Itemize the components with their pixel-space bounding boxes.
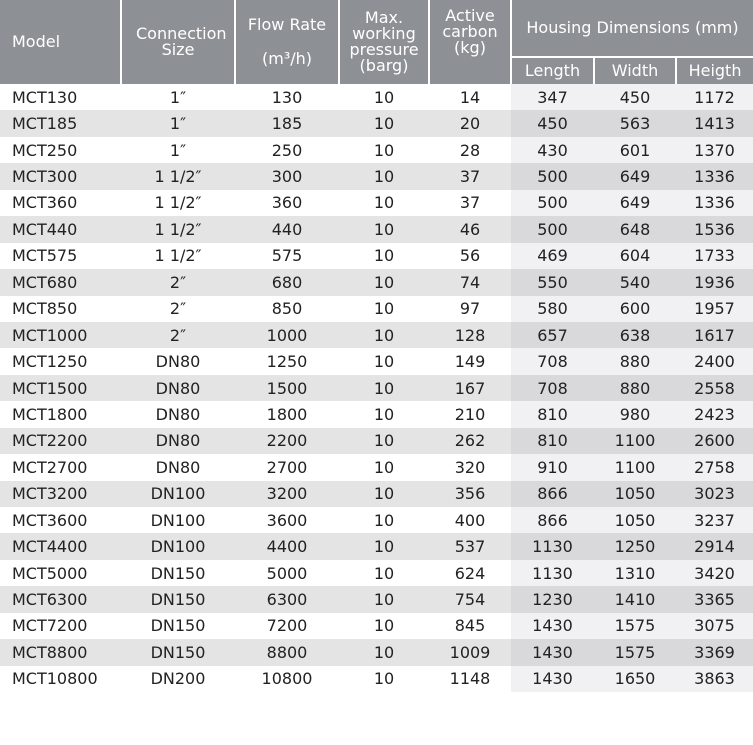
length-cell: 657	[511, 322, 594, 348]
connection-size-cell: 2″	[121, 322, 235, 348]
width-cell: 638	[594, 322, 676, 348]
carbon-header-line3: (kg)	[454, 38, 486, 57]
model-cell: MCT575	[12, 246, 78, 266]
table-body	[0, 84, 753, 692]
model-cell: MCT680	[0, 269, 121, 295]
table-row	[0, 110, 753, 136]
height-cell: 1957	[676, 296, 753, 322]
flow-rate-header	[235, 0, 339, 84]
width-header: Width	[594, 57, 676, 84]
table-row	[0, 322, 753, 348]
table-row	[0, 401, 753, 427]
width-cell: 1650	[594, 666, 676, 692]
flow-rate-cell: 4400	[235, 533, 339, 559]
width-cell: 1575	[594, 613, 676, 639]
connection-size-cell: DN80	[155, 457, 201, 477]
flow-rate-cell: 3600	[266, 510, 308, 530]
table-row	[0, 481, 753, 507]
pressure-header-line2: working	[352, 24, 416, 43]
pressure-cell: 10	[339, 110, 429, 136]
pressure-cell: 10	[373, 457, 395, 477]
carbon-cell: 210	[454, 404, 486, 424]
connection-size-cell: DN100	[121, 481, 235, 507]
height-cell: 3369	[676, 639, 753, 665]
table-row	[0, 375, 753, 401]
connection-size-cell: 1″	[169, 140, 187, 160]
carbon-cell: 46	[429, 216, 511, 242]
width-cell: 601	[594, 137, 676, 163]
width-cell: 450	[594, 84, 676, 110]
pressure-cell: 10	[373, 193, 395, 213]
model-cell: MCT360	[12, 193, 78, 213]
length-cell: 810	[511, 428, 594, 454]
length-cell: 1130	[511, 533, 594, 559]
connection-size-cell: DN80	[155, 404, 201, 424]
length-header: Length	[511, 57, 594, 84]
connection-size-cell: DN80	[121, 375, 235, 401]
flow-rate-cell: 2700	[266, 457, 308, 477]
length-cell: 469	[511, 243, 594, 269]
width-cell: 649	[594, 190, 676, 216]
connection-size-header	[121, 0, 235, 84]
model-cell: MCT130	[12, 87, 78, 107]
length-cell: 1430	[511, 613, 594, 639]
table-row	[0, 613, 753, 639]
model-header: Model	[0, 0, 121, 84]
model-cell: MCT2200	[0, 428, 121, 454]
height-cell: 1536	[676, 216, 753, 242]
flow-rate-header-label: Flow Rate	[247, 15, 327, 34]
table-row	[0, 84, 753, 110]
width-cell: 1100	[594, 428, 676, 454]
model-cell: MCT1250	[12, 352, 88, 372]
carbon-cell: 754	[429, 586, 511, 612]
connection-size-header-label: Connection Size	[136, 24, 227, 59]
connection-size-cell: 1 1/2″	[121, 163, 235, 189]
flow-rate-cell: 1500	[235, 375, 339, 401]
length-cell: 910	[511, 454, 594, 480]
flow-rate-cell: 130	[271, 87, 303, 107]
height-cell: 2400	[676, 348, 753, 374]
pressure-cell: 10	[339, 322, 429, 348]
table-row	[0, 533, 753, 559]
connection-size-cell: DN200	[150, 669, 206, 689]
width-cell: 1250	[594, 533, 676, 559]
connection-size-cell: DN100	[121, 533, 235, 559]
flow-rate-cell: 2200	[235, 428, 339, 454]
flow-rate-cell: 850	[271, 299, 303, 319]
width-cell: 1575	[594, 639, 676, 665]
carbon-header-line1: Active	[445, 6, 495, 25]
carbon-cell: 149	[454, 352, 486, 372]
pressure-cell: 10	[373, 352, 395, 372]
pressure-cell: 10	[373, 140, 395, 160]
pressure-cell: 10	[373, 404, 395, 424]
height-cell: 2914	[676, 533, 753, 559]
pressure-cell: 10	[373, 299, 395, 319]
width-cell: 649	[594, 163, 676, 189]
height-cell: 3023	[676, 481, 753, 507]
length-cell: 550	[511, 269, 594, 295]
flow-rate-cell: 3200	[235, 481, 339, 507]
carbon-cell: 262	[429, 428, 511, 454]
flow-rate-cell: 185	[235, 110, 339, 136]
connection-size-cell: DN100	[150, 510, 206, 530]
table-row	[0, 216, 753, 242]
width-cell: 604	[594, 243, 676, 269]
model-cell: MCT3600	[12, 510, 88, 530]
length-cell: 1130	[511, 560, 594, 586]
carbon-cell: 37	[459, 193, 481, 213]
pressure-cell: 10	[339, 481, 429, 507]
height-cell: 3075	[676, 613, 753, 639]
table-row	[0, 243, 753, 269]
model-cell: MCT6300	[0, 586, 121, 612]
carbon-cell: 14	[459, 87, 481, 107]
flow-rate-cell: 575	[271, 246, 303, 266]
width-cell: 880	[594, 375, 676, 401]
height-cell: 2423	[676, 401, 753, 427]
connection-size-cell: DN150	[150, 563, 206, 583]
length-cell: 500	[511, 216, 594, 242]
width-cell: 648	[594, 216, 676, 242]
connection-size-cell: 1″	[169, 87, 187, 107]
table-row	[0, 348, 753, 374]
height-cell: 3237	[676, 507, 753, 533]
carbon-cell: 624	[454, 563, 486, 583]
connection-size-cell: DN80	[121, 428, 235, 454]
carbon-cell: 320	[454, 457, 486, 477]
connection-size-cell: 2″	[169, 299, 187, 319]
carbon-cell: 356	[429, 481, 511, 507]
housing-dimensions-header: Housing Dimensions (mm)	[511, 0, 753, 57]
model-cell: MCT4400	[0, 533, 121, 559]
pressure-cell: 10	[339, 639, 429, 665]
height-cell: 1413	[676, 110, 753, 136]
flow-rate-cell: 7200	[266, 616, 308, 636]
pressure-cell: 10	[339, 375, 429, 401]
connection-size-cell: DN150	[150, 616, 206, 636]
width-cell: 1050	[594, 481, 676, 507]
height-cell: 1172	[676, 84, 753, 110]
flow-rate-cell: 1250	[266, 352, 308, 372]
connection-size-cell: 2″	[121, 269, 235, 295]
table-row	[0, 666, 753, 692]
model-cell: MCT7200	[12, 616, 88, 636]
height-cell: 1617	[676, 322, 753, 348]
connection-size-cell: DN80	[155, 352, 201, 372]
height-cell: 3420	[676, 560, 753, 586]
length-cell: 810	[511, 401, 594, 427]
model-cell: MCT185	[0, 110, 121, 136]
length-cell: 430	[511, 137, 594, 163]
pressure-header-line3: pressure	[349, 40, 419, 59]
height-cell: 1336	[676, 163, 753, 189]
flow-rate-cell: 300	[235, 163, 339, 189]
height-cell: 1336	[676, 190, 753, 216]
model-cell: MCT5000	[12, 563, 88, 583]
pressure-cell: 10	[373, 87, 395, 107]
model-cell: MCT300	[0, 163, 121, 189]
length-cell: 1430	[511, 639, 594, 665]
model-cell: MCT850	[12, 299, 78, 319]
height-cell: 1370	[676, 137, 753, 163]
width-cell: 540	[594, 269, 676, 295]
pressure-cell: 10	[339, 216, 429, 242]
carbon-cell: 167	[429, 375, 511, 401]
connection-size-cell: 1″	[121, 110, 235, 136]
table-row	[0, 190, 753, 216]
flow-rate-cell: 5000	[266, 563, 308, 583]
carbon-cell: 400	[454, 510, 486, 530]
carbon-cell: 74	[429, 269, 511, 295]
flow-rate-cell: 440	[235, 216, 339, 242]
table-row	[0, 428, 753, 454]
carbon-cell: 97	[459, 299, 481, 319]
height-cell: 2600	[676, 428, 753, 454]
height-cell: 2558	[676, 375, 753, 401]
carbon-header	[429, 0, 511, 84]
pressure-header	[339, 0, 429, 84]
connection-size-cell: DN150	[121, 586, 235, 612]
flow-rate-cell: 1800	[266, 404, 308, 424]
carbon-cell: 28	[459, 140, 481, 160]
width-cell: 563	[594, 110, 676, 136]
model-cell: MCT8800	[0, 639, 121, 665]
pressure-cell: 10	[373, 246, 395, 266]
model-cell: MCT3200	[0, 481, 121, 507]
model-cell: MCT1500	[0, 375, 121, 401]
height-cell: 3863	[676, 666, 753, 692]
carbon-cell: 845	[454, 616, 486, 636]
width-cell: 1310	[594, 560, 676, 586]
height-cell: 1733	[676, 243, 753, 269]
width-cell: 980	[594, 401, 676, 427]
flow-rate-cell: 10800	[261, 669, 313, 689]
pressure-cell: 10	[339, 533, 429, 559]
connection-size-cell: 1 1/2″	[121, 216, 235, 242]
model-cell: MCT440	[0, 216, 121, 242]
flow-rate-cell: 8800	[235, 639, 339, 665]
height-header: Heigth	[676, 57, 753, 84]
pressure-cell: 10	[339, 586, 429, 612]
model-cell: MCT1000	[0, 322, 121, 348]
table-row	[0, 454, 753, 480]
height-cell: 2758	[676, 454, 753, 480]
carbon-header-line2: carbon	[442, 22, 498, 41]
table-row	[0, 163, 753, 189]
table-row	[0, 560, 753, 586]
model-cell: MCT2700	[12, 457, 88, 477]
carbon-cell: 56	[459, 246, 481, 266]
length-cell: 500	[511, 190, 594, 216]
table-row	[0, 507, 753, 533]
pressure-cell: 10	[339, 428, 429, 454]
model-cell: MCT1800	[12, 404, 88, 424]
table-row	[0, 296, 753, 322]
carbon-cell: 1009	[429, 639, 511, 665]
length-cell: 347	[511, 84, 594, 110]
pressure-header-line4: (barg)	[359, 56, 409, 75]
pressure-cell: 10	[373, 616, 395, 636]
pressure-cell: 10	[339, 163, 429, 189]
length-cell: 708	[511, 375, 594, 401]
pressure-cell: 10	[339, 269, 429, 295]
height-cell: 1936	[676, 269, 753, 295]
table-row	[0, 137, 753, 163]
model-cell: MCT250	[12, 140, 78, 160]
carbon-cell: 128	[429, 322, 511, 348]
length-cell: 708	[511, 348, 594, 374]
length-cell: 866	[511, 481, 594, 507]
length-cell: 580	[511, 296, 594, 322]
flow-rate-cell: 250	[271, 140, 303, 160]
table-row	[0, 269, 753, 295]
length-cell: 450	[511, 110, 594, 136]
carbon-cell: 20	[429, 110, 511, 136]
pressure-cell: 10	[373, 510, 395, 530]
pressure-header-line1: Max.	[364, 8, 404, 27]
width-cell: 1050	[594, 507, 676, 533]
width-cell: 1100	[594, 454, 676, 480]
pressure-cell: 10	[373, 669, 395, 689]
flow-rate-cell: 1000	[235, 322, 339, 348]
connection-size-cell: 1 1/2″	[154, 246, 202, 266]
length-cell: 1230	[511, 586, 594, 612]
length-cell: 1430	[511, 666, 594, 692]
flow-rate-cell: 6300	[235, 586, 339, 612]
flow-rate-cell: 360	[271, 193, 303, 213]
length-cell: 500	[511, 163, 594, 189]
pressure-cell: 10	[373, 563, 395, 583]
flow-rate-cell: 680	[235, 269, 339, 295]
height-cell: 3365	[676, 586, 753, 612]
carbon-cell: 37	[429, 163, 511, 189]
table-header	[0, 0, 753, 84]
table-row	[0, 586, 753, 612]
width-cell: 880	[594, 348, 676, 374]
connection-size-cell: DN150	[121, 639, 235, 665]
flow-rate-unit: (m³/h)	[261, 49, 312, 68]
connection-size-cell: 1 1/2″	[154, 193, 202, 213]
carbon-cell: 1148	[449, 669, 491, 689]
carbon-cell: 537	[429, 533, 511, 559]
width-cell: 600	[594, 296, 676, 322]
table-row	[0, 639, 753, 665]
length-cell: 866	[511, 507, 594, 533]
width-cell: 1410	[594, 586, 676, 612]
model-cell: MCT10800	[12, 669, 98, 689]
